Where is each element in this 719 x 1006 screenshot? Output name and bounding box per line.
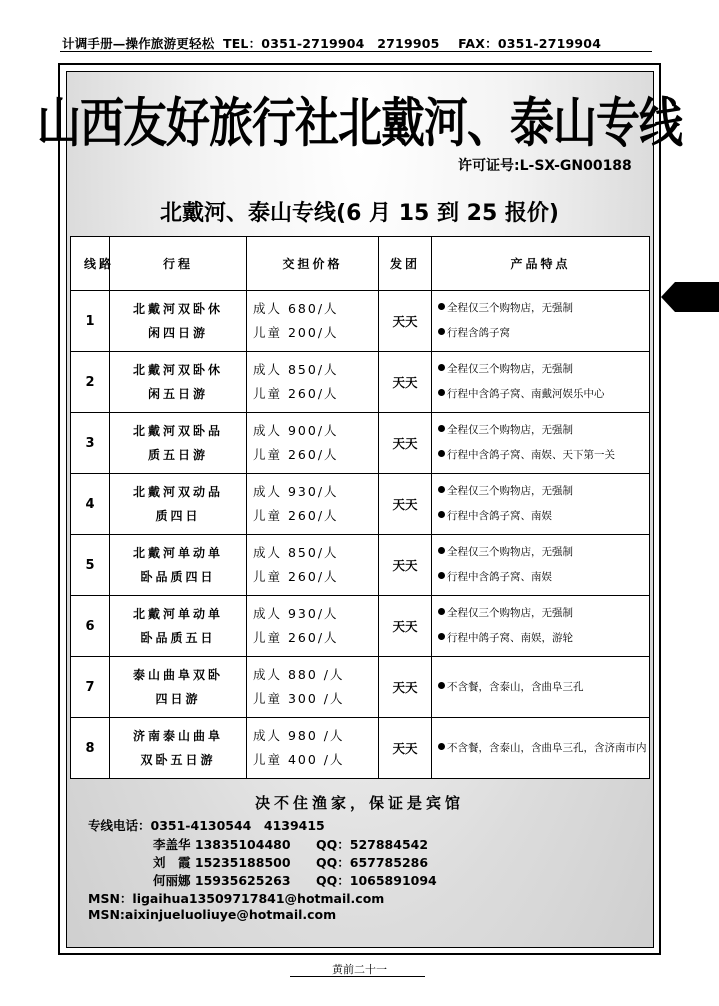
feature-text: 全程仅三个购物店，无强制: [447, 607, 573, 619]
itinerary-cell: [110, 474, 247, 535]
price-cell: [247, 596, 379, 657]
itinerary-line: 北戴河双卧休: [132, 363, 223, 377]
departure-cell: 天天: [379, 718, 432, 779]
contact-qq: QQ：657785286: [316, 855, 429, 870]
feature-item: [438, 601, 649, 626]
child-price: 儿童 260/人: [253, 447, 339, 462]
bullet-icon: [438, 364, 445, 371]
header-price: 交担价格: [247, 237, 379, 291]
feature-text: 行程中含鸽子窝、南娱: [447, 571, 552, 583]
feature-text: 全程仅三个购物店，无强制: [447, 363, 573, 375]
feature-item: [438, 382, 649, 407]
table-row: [71, 413, 650, 474]
price-cell: [247, 352, 379, 413]
bullet-icon: [438, 633, 445, 640]
hotel-guarantee: 决不住渔家，保证是宾馆: [254, 794, 464, 812]
departure-cell: 天天: [379, 413, 432, 474]
contact-name: 李盖华: [153, 837, 191, 852]
table-row: [71, 474, 650, 535]
child-price: 儿童 200/人: [253, 325, 339, 340]
features-cell: [432, 474, 650, 535]
itinerary-line: 北戴河双卧休: [132, 302, 223, 316]
header-route-no-text: 线路: [84, 256, 115, 271]
feature-text: 全程仅三个购物店，无强制: [447, 485, 573, 497]
feature-text: 全程仅三个购物店，无强制: [447, 546, 573, 558]
price-subtitle: 北戴河、泰山专线(6 月 15 到 25 报价): [160, 201, 559, 226]
feature-item: [438, 443, 649, 468]
departure-cell: 天天: [379, 474, 432, 535]
feature-text: 行程含鸽子窝: [447, 327, 510, 339]
license-number: 许可证号:L-SX-GN00188: [458, 158, 632, 174]
features-cell: [432, 596, 650, 657]
contact-phone: 13835104480: [194, 837, 291, 852]
feature-item: [438, 736, 649, 761]
itinerary-cell: [110, 718, 247, 779]
itinerary-line: 济南泰山曲阜: [132, 729, 223, 743]
route-rows: [71, 291, 650, 779]
features-cell: [432, 657, 650, 718]
child-price: 儿童 400 /人: [253, 752, 345, 767]
header-bar: [62, 34, 652, 52]
table-header-row: [71, 237, 650, 291]
contact-person: [153, 871, 291, 889]
hotline-number: 0351-4130544 4139415: [150, 818, 325, 833]
bullet-icon: [438, 486, 445, 493]
feature-text: 全程仅三个购物店，无强制: [447, 424, 573, 436]
departure-cell: 天天: [379, 291, 432, 352]
feature-text: 行程中含鸽子窝、南戴河娱乐中心: [447, 388, 605, 400]
page-footer: 黄前二十一: [332, 963, 387, 976]
feature-item: [438, 418, 649, 443]
header-features: 产品特点: [432, 237, 650, 291]
itinerary-cell: [110, 596, 247, 657]
adult-price: 成人 980 /人: [253, 728, 345, 743]
msn-2: MSN:aixinjueluoliuye@hotmail.com: [88, 907, 337, 922]
feature-item: [438, 675, 649, 700]
table-row: [71, 535, 650, 596]
feature-item: [438, 296, 649, 321]
child-price: 儿童 260/人: [253, 630, 339, 645]
itinerary-line: 双卧五日游: [140, 753, 216, 767]
adult-price: 成人 850/人: [253, 362, 339, 377]
adult-price: 成人 850/人: [253, 545, 339, 560]
hotline: [88, 816, 325, 834]
itinerary-cell: [110, 413, 247, 474]
route-number: 1: [71, 291, 110, 352]
header-tel: TEL：0351-2719904 2719905: [222, 36, 440, 51]
itinerary-line: 北戴河双动品: [132, 485, 223, 499]
feature-text: 行程中鸽子窝、南娱，游轮: [447, 632, 573, 644]
feature-text: 行程中含鸽子窝、南娱、天下第一关: [447, 449, 615, 461]
itinerary-cell: [110, 291, 247, 352]
features-cell: [432, 413, 650, 474]
bullet-icon: [438, 608, 445, 615]
side-tab-marker: [661, 280, 719, 314]
itinerary-line: 卧品质五日: [140, 631, 216, 645]
itinerary-line: 北戴河单动单: [132, 546, 223, 560]
features-cell: [432, 291, 650, 352]
header-depart: 发团: [379, 237, 432, 291]
itinerary-cell: [110, 657, 247, 718]
header-fax: FAX：0351-2719904: [458, 36, 602, 51]
feature-item: [438, 626, 649, 651]
itinerary-line: 泰山曲阜双卧: [132, 668, 223, 682]
table-row: [71, 718, 650, 779]
bullet-icon: [438, 425, 445, 432]
adult-price: 成人 880 /人: [253, 667, 345, 682]
feature-item: [438, 540, 649, 565]
route-number: 3: [71, 413, 110, 474]
page-title: 山西友好旅行社北戴河、泰山专线: [37, 93, 682, 155]
route-number: 4: [71, 474, 110, 535]
footer-underline: [290, 976, 425, 977]
bullet-icon: [438, 511, 445, 518]
bullet-icon: [438, 450, 445, 457]
bullet-icon: [438, 682, 445, 689]
header-itinerary: 行程: [110, 237, 247, 291]
feature-item: [438, 357, 649, 382]
itinerary-line: 闲四日游: [147, 326, 208, 340]
feature-text: 不含餐，含泰山，含曲阜三孔，含济南市内: [447, 741, 647, 754]
feature-item: [438, 321, 649, 346]
adult-price: 成人 930/人: [253, 484, 339, 499]
msn-1: MSN：ligaihua13509717841@hotmail.com: [88, 891, 385, 906]
bullet-icon: [438, 389, 445, 396]
feature-text: 全程仅三个购物店，无强制: [447, 302, 573, 314]
price-cell: [247, 718, 379, 779]
itinerary-line: 四日游: [155, 692, 201, 706]
price-cell: [247, 535, 379, 596]
price-cell: [247, 413, 379, 474]
feature-text: 不含餐，含泰山，含曲阜三孔: [447, 680, 584, 693]
itinerary-line: 闲五日游: [147, 387, 208, 401]
feature-item: [438, 504, 649, 529]
itinerary-line: 质五日游: [147, 448, 208, 462]
features-cell: [432, 352, 650, 413]
route-number: 2: [71, 352, 110, 413]
bullet-icon: [438, 328, 445, 335]
itinerary-line: 卧品质四日: [140, 570, 216, 584]
contact-person: [153, 853, 291, 871]
contact-qq: QQ：1065891094: [316, 873, 437, 888]
bullet-icon: [438, 743, 445, 750]
bullet-icon: [438, 572, 445, 579]
itinerary-line: 北戴河双卧品: [132, 424, 223, 438]
bullet-icon: [438, 303, 445, 310]
feature-item: [438, 479, 649, 504]
price-cell: [247, 291, 379, 352]
departure-cell: 天天: [379, 657, 432, 718]
route-price-table: [70, 236, 650, 779]
table-row: [71, 657, 650, 718]
features-cell: [432, 535, 650, 596]
contact-phone: 15235188500: [194, 855, 291, 870]
itinerary-cell: [110, 352, 247, 413]
table-row: [71, 291, 650, 352]
route-number: 7: [71, 657, 110, 718]
departure-cell: 天天: [379, 596, 432, 657]
header-divider: [60, 51, 652, 52]
bullet-icon: [438, 547, 445, 554]
route-number: 5: [71, 535, 110, 596]
price-cell: [247, 474, 379, 535]
child-price: 儿童 260/人: [253, 386, 339, 401]
child-price: 儿童 260/人: [253, 508, 339, 523]
contact-qq: QQ：527884542: [316, 837, 429, 852]
route-number: 8: [71, 718, 110, 779]
header-slogan: 计调手册—操作旅游更轻松: [62, 36, 215, 51]
features-cell: [432, 718, 650, 779]
departure-cell: 天天: [379, 352, 432, 413]
contact-name: 何丽娜: [153, 873, 191, 888]
hotline-label: 专线电话：: [88, 818, 151, 833]
feature-text: 行程中含鸽子窝、南娱: [447, 510, 552, 522]
route-number: 6: [71, 596, 110, 657]
adult-price: 成人 930/人: [253, 606, 339, 621]
contact-phone: 15935625263: [194, 873, 291, 888]
child-price: 儿童 260/人: [253, 569, 339, 584]
feature-item: [438, 565, 649, 590]
itinerary-line: 北戴河单动单: [132, 607, 223, 621]
header-route-no: [71, 237, 115, 291]
child-price: 儿童 300 /人: [253, 691, 345, 706]
departure-cell: 天天: [379, 535, 432, 596]
price-cell: [247, 657, 379, 718]
contact-person: [153, 835, 291, 853]
itinerary-cell: [110, 535, 247, 596]
contact-name: 刘 霞: [153, 855, 191, 870]
adult-price: 成人 900/人: [253, 423, 339, 438]
adult-price: 成人 680/人: [253, 301, 339, 316]
table-row: [71, 352, 650, 413]
table-row: [71, 596, 650, 657]
itinerary-line: 质四日: [155, 509, 201, 523]
